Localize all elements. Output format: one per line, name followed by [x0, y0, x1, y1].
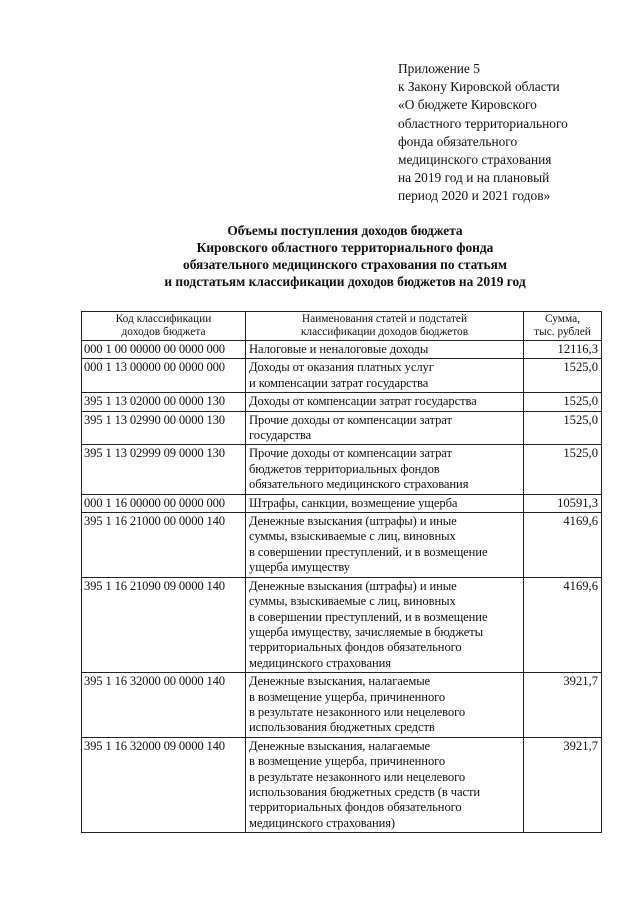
row-name-line: Денежные взыскания (штрафы) и иные — [249, 578, 457, 593]
row-name — [246, 737, 524, 832]
appendix-line: Приложение 5 — [398, 61, 480, 76]
row-name — [246, 673, 524, 738]
row-name-line: Налоговые и неналоговые доходы — [249, 342, 429, 356]
row-code: 395 1 13 02990 00 0000 130 — [82, 411, 246, 445]
row-name — [246, 494, 524, 512]
row-name — [246, 359, 524, 393]
row-name-line: Прочие доходы от компенсации затрат — [249, 446, 452, 461]
row-name — [246, 445, 524, 494]
row-code: 395 1 13 02000 00 0000 130 — [82, 393, 246, 411]
row-name-line: ущерба имуществу, зачисляемые в бюджеты — [249, 624, 484, 639]
appendix-line: медицинского страхования — [398, 152, 552, 168]
title-line: Кировского областного территориального фонда — [196, 240, 494, 255]
row-name-line: Денежные взыскания (штрафы) и иные — [249, 514, 457, 529]
table-row — [82, 737, 602, 832]
header-amount — [524, 312, 602, 341]
document-title — [100, 222, 590, 290]
row-amount: 1525,0 — [524, 411, 602, 445]
appendix-line: «О бюджете Кировского — [398, 97, 537, 113]
title-line: обязательного медицинского страхования по статьям — [183, 257, 507, 272]
row-name-line: Доходы от компенсации затрат государства — [249, 394, 477, 409]
appendix-line: к Закону Кировской области — [398, 79, 560, 95]
row-amount: 1525,0 — [524, 393, 602, 411]
row-amount: 3921,7 — [524, 737, 602, 832]
table-row — [82, 577, 602, 672]
header-line: Код классификации — [115, 313, 212, 325]
row-amount: 12116,3 — [524, 341, 602, 359]
appendix-line: фонда обязательного — [398, 133, 518, 149]
title-line: Объемы поступления доходов бюджета — [227, 223, 463, 238]
row-name-line: Доходы от оказания платных услуг — [249, 360, 434, 375]
table-header-row — [82, 312, 602, 341]
row-name-line: в возмещение ущерба, причиненного — [249, 689, 446, 704]
row-amount: 4169,6 — [524, 513, 602, 578]
row-amount: 1525,0 — [524, 359, 602, 393]
header-line: классификации доходов бюджетов — [300, 326, 469, 338]
row-name-line: Прочие доходы от компенсации затрат — [249, 412, 452, 427]
row-code: 000 1 00 00000 00 0000 000 — [82, 341, 246, 359]
row-name-line: в результате незаконного или нецелевого — [249, 769, 466, 784]
row-name-line: Денежные взыскания, налагаемые — [249, 738, 431, 753]
row-name — [246, 513, 524, 578]
row-name-line: территориальных фондов обязательного — [249, 800, 462, 815]
row-name-line: государства — [249, 428, 312, 443]
row-name-line: использования бюджетных средств — [249, 720, 435, 735]
title-line: и подстатьям классификации доходов бюджетов на 2019 год — [164, 274, 526, 289]
header-name — [246, 312, 524, 341]
appendix-line: областного территориального — [398, 115, 568, 131]
header-line: Сумма, — [544, 313, 581, 325]
row-name-line: Штрафы, санкции, возмещение ущерба — [249, 495, 458, 510]
row-name-line: суммы, взыскиваемые с лиц, виновных — [249, 594, 456, 609]
row-name — [246, 577, 524, 672]
table-row — [82, 341, 602, 359]
row-name-line: медицинского страхования) — [249, 815, 396, 830]
table-row — [82, 494, 602, 512]
row-code: 000 1 13 00000 00 0000 000 — [82, 359, 246, 393]
appendix-line: на 2019 год и на плановый — [398, 170, 550, 186]
row-name-line: в совершении преступлений, и в возмещение — [249, 609, 488, 624]
row-name-line: Денежные взыскания, налагаемые — [249, 674, 431, 689]
table-body — [82, 341, 602, 833]
header-code — [82, 312, 246, 341]
appendix-note — [398, 60, 628, 206]
row-name — [246, 411, 524, 445]
row-name-line: в возмещение ущерба, причиненного — [249, 754, 446, 769]
header-line: Наименования статей и подстатей — [301, 313, 468, 325]
row-code: 395 1 13 02999 09 0000 130 — [82, 445, 246, 494]
row-code: 395 1 16 21000 00 0000 140 — [82, 513, 246, 578]
row-name-line: медицинского страхования — [249, 655, 391, 670]
appendix-line: период 2020 и 2021 годов» — [398, 188, 551, 204]
header-line: тыс. рублей — [534, 326, 591, 338]
row-name-line: в совершении преступлений, и в возмещение — [249, 544, 488, 559]
table-row — [82, 673, 602, 738]
table-row — [82, 513, 602, 578]
row-name-line: обязательного медицинского страхования — [249, 477, 469, 492]
row-amount: 4169,6 — [524, 577, 602, 672]
table-row — [82, 445, 602, 494]
row-name-line: и компенсации затрат государства — [249, 375, 429, 390]
row-name — [246, 393, 524, 411]
row-code: 395 1 16 32000 09 0000 140 — [82, 737, 246, 832]
row-amount: 3921,7 — [524, 673, 602, 738]
row-name-line: территориальных фондов обязательного — [249, 640, 462, 655]
row-amount: 10591,3 — [524, 494, 602, 512]
table-row — [82, 393, 602, 411]
header-line: доходов бюджета — [121, 326, 206, 338]
row-code: 395 1 16 32000 00 0000 140 — [82, 673, 246, 738]
row-name-line: использования бюджетных средств (в части — [249, 784, 481, 799]
table-row — [82, 411, 602, 445]
row-name — [246, 341, 524, 359]
row-code: 000 1 16 00000 00 0000 000 — [82, 494, 246, 512]
row-name-line: в результате незаконного или нецелевого — [249, 704, 466, 719]
row-code: 395 1 16 21090 09 0000 140 — [82, 577, 246, 672]
row-name-line: бюджетов территориальных фондов — [249, 461, 440, 476]
row-name-line: суммы, взыскиваемые с лиц, виновных — [249, 529, 456, 544]
row-amount: 1525,0 — [524, 445, 602, 494]
revenue-table — [81, 311, 602, 833]
table-row — [82, 359, 602, 393]
row-name-line: ущерба имуществу — [249, 560, 350, 575]
